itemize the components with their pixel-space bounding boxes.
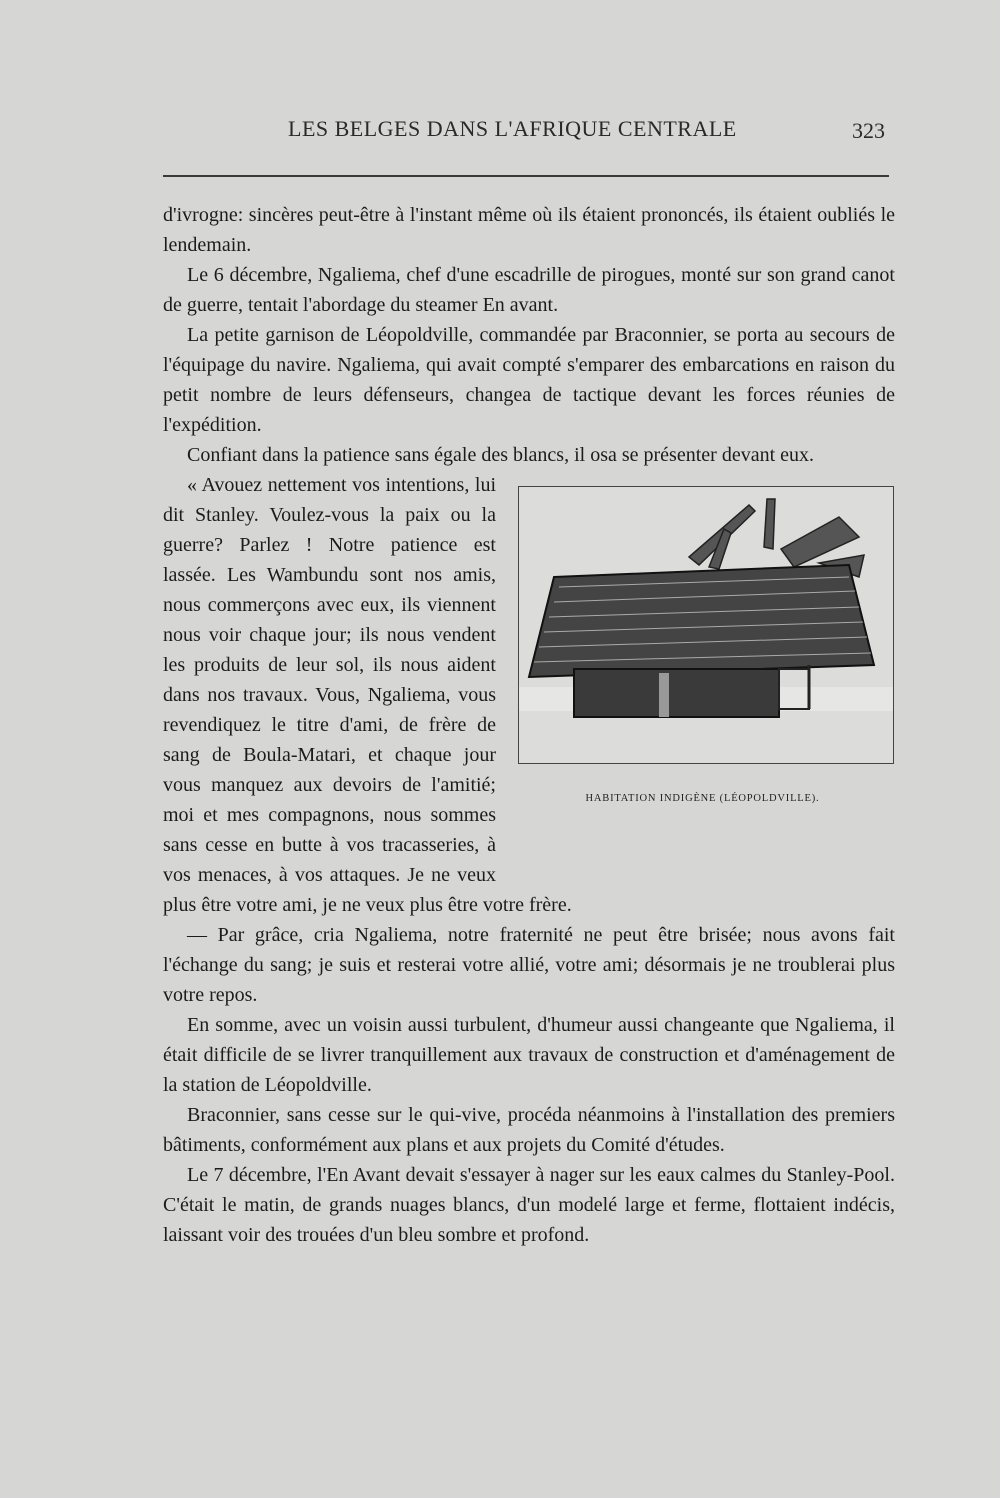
header-rule <box>163 175 889 177</box>
body-text <box>163 200 895 1250</box>
paragraph-4: Confiant dans la patience sans égale des blancs, il osa se présenter devant eux. <box>187 444 815 466</box>
figure-hut <box>510 480 895 860</box>
page-number: 323 <box>852 118 885 143</box>
paragraph-6: — Par grâce, cria Ngaliema, notre fraternité ne peut être brisée; nous avons fait l'échange du sang; je suis et resterai votre allié, votre ami; désormais je ne troublerai plus votre repos. <box>163 924 895 1006</box>
paragraph-1: d'ivrogne: sincères peut-être à l'instant même où ils étaient prononcés, ils étaient oubliés le lendemain. <box>163 204 895 256</box>
running-header-title: LES BELGES DANS L'AFRIQUE CENTRALE <box>288 116 737 141</box>
paragraph-3: La petite garnison de Léopoldville, commandée par Braconnier, se porta au secours de l'équipage du navire. Ngaliema, qui avait compté s'emparer des embarcations en raison du petit nombre de leurs défenseurs, changea de tactique devant les forces réunies de l'expédition. <box>163 324 895 436</box>
hut-walls-graphic <box>574 665 809 717</box>
figure-caption: HABITATION INDIGÈNE (LÉOPOLDVILLE). <box>585 793 820 804</box>
paragraph-8: Braconnier, sans cesse sur le qui-vive, procéda néanmoins à l'installation des premiers bâtiments, conformément aux plans et aux projets du Comité d'études. <box>163 1104 895 1156</box>
paragraph-9: Le 7 décembre, l'En Avant devait s'essayer à nager sur les eaux calmes du Stanley-Pool. C'était le matin, de grands nuages blancs, d'un modelé large et ferme, flottaient indécis, laissant voir des trouées d'un bleu sombre et profond. <box>163 1164 895 1246</box>
hut-illustration <box>518 486 894 764</box>
thatched-roof-graphic <box>529 565 874 677</box>
paragraph-2: Le 6 décembre, Ngaliema, chef d'une escadrille de pirogues, monté sur son grand canot de guerre, tentait l'abordage du steamer En avant. <box>163 264 895 316</box>
paragraph-7: En somme, avec un voisin aussi turbulent, d'humeur aussi changeante que Ngaliema, il était difficile de se livrer tranquillement aux travaux de construction et d'aménagement de la station de Léopoldville. <box>163 1014 895 1096</box>
hut-engraving-svg <box>519 487 893 763</box>
paragraph-5: « Avouez nettement vos intentions, lui dit Stanley. Voulez-vous la paix ou la guerre? Parlez ! Notre patience est lassée. Les Wambundu sont nos amis, nous commerçons avec eux, ils viennent nous voir chaque jour; ils nous vendent les produits de leur sol, ils nous aident dans nos travaux. Vous, Ngaliema, vous revendiquez le titre d'ami, de frère de sang de Boula-Matari, et chaque jour vous manquez aux devoirs de l'amitié; moi et mes compagnons, nous sommes sans cesse en butte à vos tracasseries, à vos menaces, à vos attaques. Je ne veux plus être votre ami, je ne veux plus être votre frère. <box>163 474 572 916</box>
